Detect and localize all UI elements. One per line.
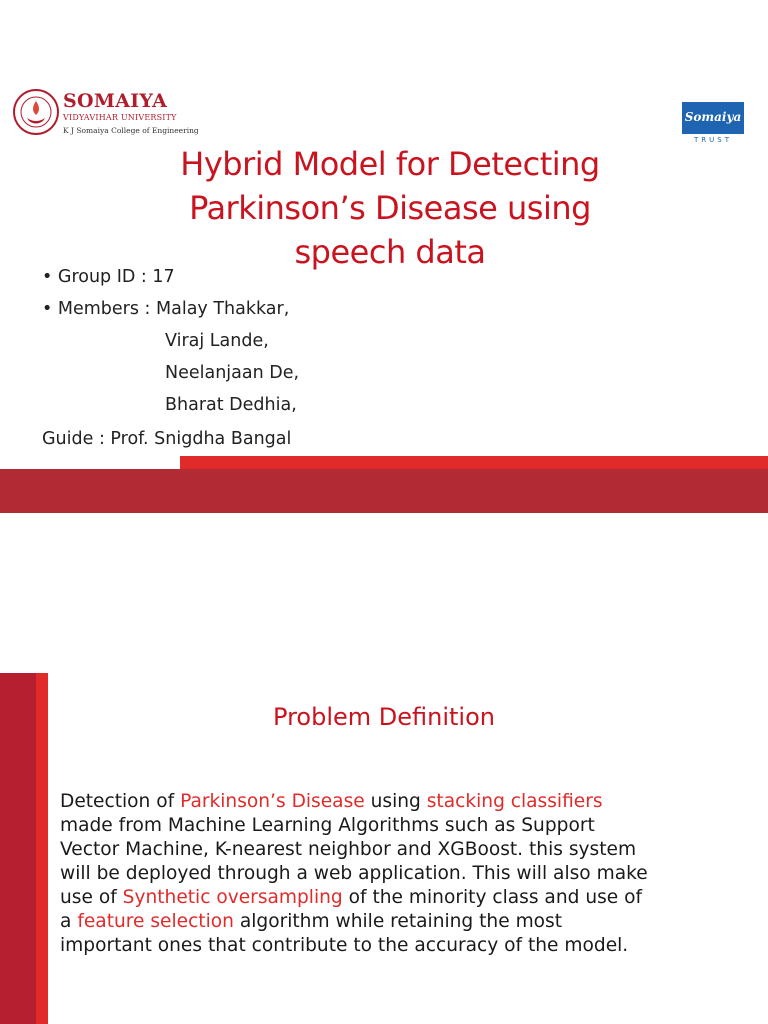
university-name: SOMAIYA <box>63 90 168 112</box>
somaiya-university-logo <box>12 86 212 142</box>
university-subtitle: VIDYAVIHAR UNIVERSITY <box>63 113 177 122</box>
group-id: • Group ID : 17 <box>42 267 175 287</box>
group-info <box>42 261 299 455</box>
description-line: important ones that contribute to the accuracy of the model. <box>60 935 629 956</box>
highlight-stacking: stacking classifiers <box>426 791 603 812</box>
trust-logo-box <box>682 102 744 134</box>
guide-name: Guide : Prof. Snigdha Bangal <box>42 429 292 449</box>
trust-logo-word: Somaiya <box>684 110 742 124</box>
description-line: Vector Machine, K-nearest neighbor and XGBoost. this system <box>60 839 637 860</box>
problem-definition-slide <box>0 673 768 1024</box>
text-run: algorithm while retaining the most <box>233 911 563 932</box>
presentation-title: Hybrid Model for Detecting Parkinson’s Disease using speech data <box>180 145 600 271</box>
members-row <box>42 293 299 325</box>
title-slide <box>0 58 768 513</box>
member-name: Neelanjaan De, <box>165 363 300 383</box>
member-name: Malay Thakkar, <box>156 299 290 319</box>
description-line <box>60 910 720 934</box>
description-line: made from Machine Learning Algorithms such as Support <box>60 815 595 836</box>
text-run: a <box>60 911 78 932</box>
description-line <box>60 790 720 814</box>
side-bar-dark <box>0 673 36 1024</box>
text-run: use of <box>60 887 123 908</box>
highlight-oversampling: Synthetic oversampling <box>122 887 343 908</box>
trust-logo-sub: TRUST <box>694 136 732 144</box>
description-line <box>60 886 720 910</box>
text-run: Detection of <box>60 791 181 812</box>
college-name: K J Somaiya College of Engineering <box>63 126 199 135</box>
member-name: Bharat Dedhia, <box>165 395 297 415</box>
footer-band-light <box>180 456 768 469</box>
side-bar-light <box>36 673 48 1024</box>
member-name: Viraj Lande, <box>165 331 269 351</box>
university-seal-icon <box>12 88 60 136</box>
highlight-feature-selection: feature selection <box>77 911 234 932</box>
slide-heading: Problem Definition <box>273 703 495 731</box>
highlight-parkinsons: Parkinson’s Disease <box>180 791 365 812</box>
problem-description <box>60 790 720 958</box>
text-run: using <box>364 791 427 812</box>
footer-band-dark <box>0 469 768 513</box>
members-label: • Members : <box>42 299 157 319</box>
text-run: of the minority class and use of <box>342 887 643 908</box>
description-line: will be deployed through a web application. This will also make <box>60 863 648 884</box>
somaiya-trust-logo <box>682 102 744 148</box>
